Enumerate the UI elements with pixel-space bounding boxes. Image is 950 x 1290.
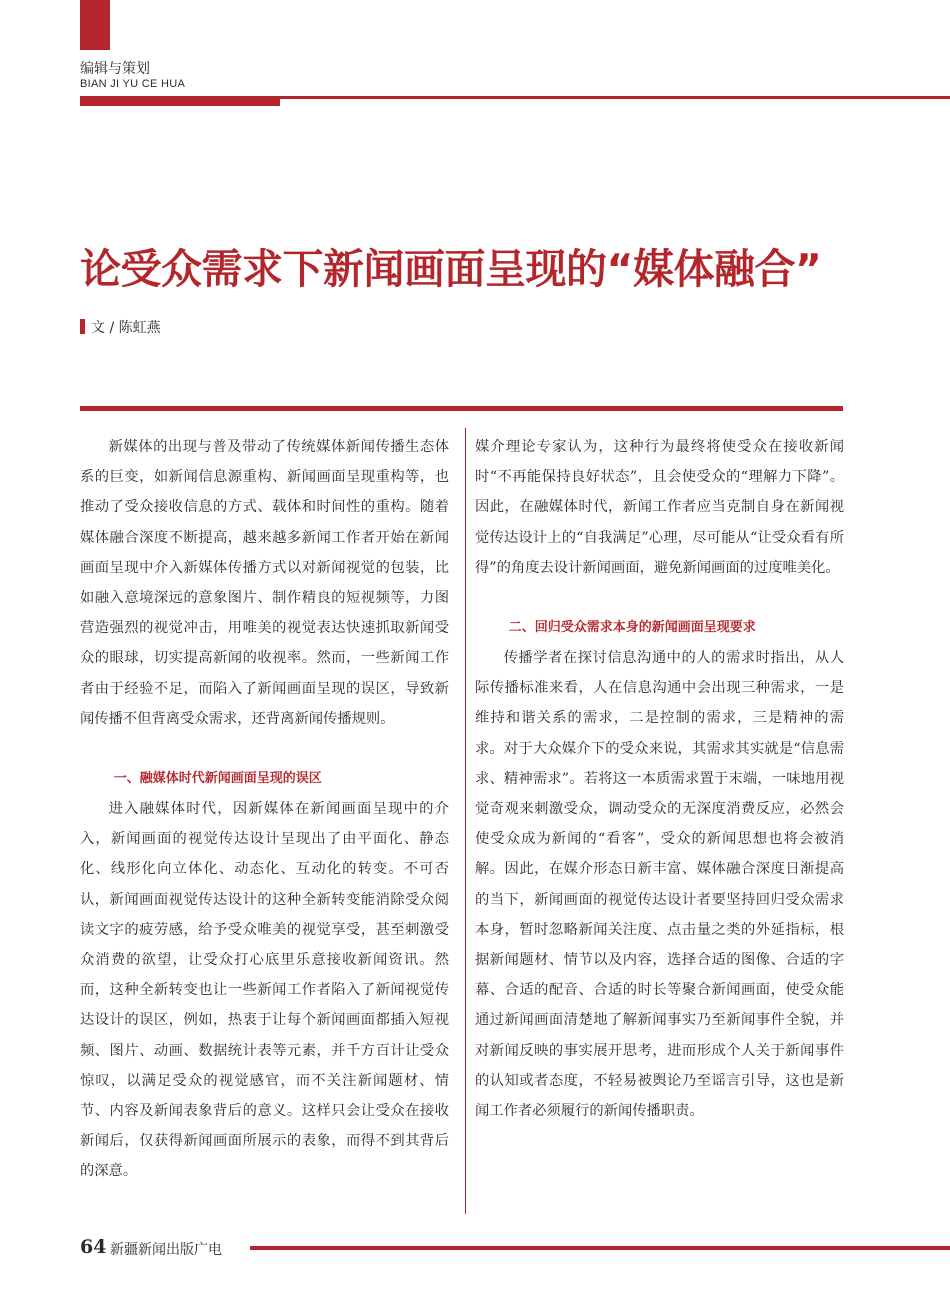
left-column <box>80 432 449 1187</box>
section-heading-1: 一、融媒体时代新闻画面呈现的误区 <box>113 771 322 787</box>
byline-marker <box>80 319 85 334</box>
intro-paragraph: 新媒体的出现与普及带动了传统媒体新闻传播生态体系的巨变，如新闻信息源重构、新闻画面呈现重构等，也推动了受众接收信息的方式、载体和时间性的重构。随着媒体融合深度不断提高，越来越多新闻工作者开始在新闻画面呈现中介入新媒体传播方式以对新闻视觉的包装，比如融入意境深远的意象图片、制作精良的短视频等，力图营造强烈的视觉冲击，用唯美的视觉表达快速抓取新闻受众的眼球，切实提高新闻的收视率。然而，一些新闻工作者由于经验不足，而陷入了新闻画面呈现的误区，导致新闻传播不但背离受众需求，还背离新闻传播规则。 <box>80 439 449 727</box>
body-top-rule <box>80 406 843 411</box>
section-name-pinyin: BIAN JI YU CE HUA <box>80 78 186 90</box>
right-column <box>475 432 844 1126</box>
section-heading-2: 二、回归受众需求本身的新闻画面呈现要求 <box>508 620 756 636</box>
body-paragraph-2: 传播学者在探讨信息沟通中的人的需求时指出，从人际传播标准来看，人在信息沟通中会出现三种需求，一是维持和谐关系的需求，二是控制的需求，三是精神的需求。对于大众媒介下的受众来说，其需求其实就是“信息需求、精神需求”。若将这一本质需求置于末端，一味地用视觉奇观来刺激受众，调动受众的无深度消费反应，必然会使受众成为新闻的“看客”，受众的新闻思想也将会被消解。因此，在媒介形态日新丰富、媒体融合深度日渐提高的当下，新闻画面的视觉传达设计者要坚持回归受众需求本身，暂时忽略新闻关注度、点击量之类的外延指标，根据新闻题材、情节以及内容，选择合适的图像、合适的字幕、合适的配音、合适的时长等聚合新闻画面，使受众能通过新闻画面清楚地了解新闻事实乃至新闻事件全貌，并对新闻反映的事实展开思考，进而形成个人关于新闻事件的认知或者态度，不轻易被舆论乃至谣言引导，这也是新闻工作者必须履行的新闻传播职责。 <box>475 650 844 1120</box>
column-divider <box>465 428 466 1214</box>
journal-name: 新疆新闻出版广电 <box>110 1242 222 1258</box>
article-title: 论受众需求下新闻画面呈现的“媒体融合” <box>80 245 822 293</box>
footer-rule <box>250 1246 950 1250</box>
section-name: 编辑与策划 <box>80 61 150 77</box>
continued-paragraph: 媒介理论专家认为，这种行为最终将使受众在接收新闻时“不再能保持良好状态”，且会使受众的“理解力下降”。因此，在融媒体时代，新闻工作者应当克制自身在新闻视觉传达设计上的“自我满足”心理，尽可能从“让受众看有所得”的角度去设计新闻画面，避免新闻画面的过度唯美化。 <box>475 439 844 576</box>
header-rule-accent <box>80 99 280 106</box>
page-number: 64 <box>80 1236 107 1258</box>
header-color-block <box>80 0 110 50</box>
byline <box>80 317 161 337</box>
body-paragraph-1: 进入融媒体时代，因新媒体在新闻画面呈现中的介入，新闻画面的视觉传达设计呈现出了由平面化、静态化、线形化向立体化、动态化、互动化的转变。不可否认，新闻画面视觉传达设计的这种全新转变能消除受众阅读文字的疲劳感，给予受众唯美的视觉享受，甚至刺激受众消费的欲望，让受众打心底里乐意接收新闻资讯。然而，这种全新转变也让一些新闻工作者陷入了新闻视觉传达设计的误区，例如，热衷于让每个新闻画面都插入短视频、图片、动画、数据统计表等元素，并千方百计让受众惊叹，以满足受众的视觉感官，而不关注新闻题材、情节、内容及新闻表象背后的意义。这样只会让受众在接收新闻后，仅获得新闻画面所展示的表象，而得不到其背后的深意。 <box>80 801 449 1180</box>
byline-text: 文 / 陈虹燕 <box>91 320 161 336</box>
